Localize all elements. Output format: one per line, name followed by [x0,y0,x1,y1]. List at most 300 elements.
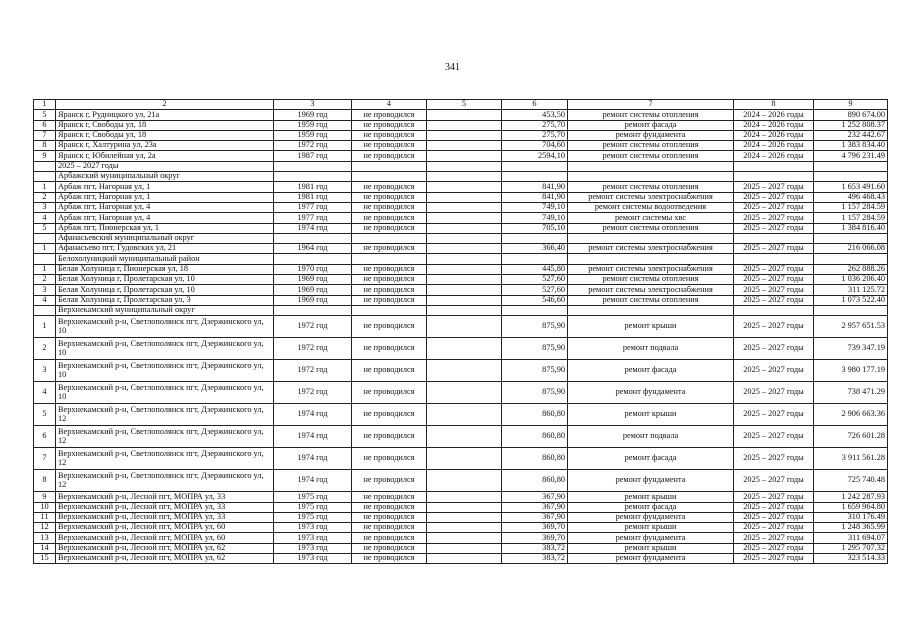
year-built-cell: 1970 год [274,264,352,274]
work-type-cell: ремонт фасада [568,502,734,512]
last-repair-cell: не проводился [352,502,427,512]
row-index-cell: 3 [34,202,56,212]
section-empty-cell [814,233,888,243]
row-index-cell: 5 [34,223,56,233]
work-type-cell: ремонт фундамента [568,130,734,140]
row-index-cell: 10 [34,502,56,512]
column-5-cell [427,554,502,564]
row-index-cell: 4 [34,295,56,305]
table-row [34,512,888,522]
table-row [34,275,888,285]
table-row [34,492,888,502]
section-empty-cell [734,172,814,182]
area-cell: 453,50 [502,110,568,120]
repair-register-table [33,99,888,564]
address-cell: Верхнекамский р-н, Лесной пгт, МОПРА ул, 33 [56,512,274,522]
period-cell: 2025 – 2027 годы [734,426,814,448]
work-type-cell: ремонт крыши [568,543,734,553]
area-cell: 367,90 [502,492,568,502]
column-5-cell [427,492,502,502]
area-cell: 366,40 [502,244,568,254]
area-cell: 875,90 [502,338,568,360]
area-cell: 275,70 [502,130,568,140]
area-cell: 749,10 [502,202,568,212]
work-type-cell: ремонт фундамента [568,470,734,492]
column-5-cell [427,295,502,305]
table-row [34,223,888,233]
row-index-cell: 2 [34,275,56,285]
work-type-cell: ремонт фундамента [568,533,734,543]
year-built-cell: 1981 год [274,182,352,192]
row-index-cell: 12 [34,523,56,533]
section-empty-cell [814,254,888,264]
section-empty-cell [568,172,734,182]
work-type-cell: ремонт фундамента [568,382,734,404]
address-cell: Арбаж пгт, Нагорная ул, 1 [56,182,274,192]
area-cell: 546,60 [502,295,568,305]
section-empty-cell [427,161,502,171]
year-built-cell: 1975 год [274,502,352,512]
area-cell: 527,60 [502,285,568,295]
table-row [34,130,888,140]
address-cell: Афанасьево пгт, Гудовских ул, 21 [56,244,274,254]
period-cell: 2025 – 2027 годы [734,543,814,553]
address-cell: Арбаж пгт, Нагорная ул, 4 [56,202,274,212]
last-repair-cell: не проводился [352,533,427,543]
area-cell: 369,70 [502,533,568,543]
section-row [34,172,888,182]
column-5-cell [427,448,502,470]
row-index-cell: 4 [34,382,56,404]
section-empty-cell [274,161,352,171]
cost-cell: 232 442.67 [814,130,888,140]
work-type-cell: ремонт системы отопления [568,141,734,151]
last-repair-cell: не проводился [352,213,427,223]
column-5-cell [427,223,502,233]
section-empty-cell [502,233,568,243]
table-row [34,285,888,295]
last-repair-cell: не проводился [352,130,427,140]
period-cell: 2024 – 2026 годы [734,141,814,151]
period-cell: 2025 – 2027 годы [734,404,814,426]
row-index-cell: 7 [34,130,56,140]
last-repair-cell: не проводился [352,338,427,360]
section-index-cell [34,161,56,171]
year-built-cell: 1974 год [274,223,352,233]
cost-cell: 1 383 834.40 [814,141,888,151]
section-index-cell [34,233,56,243]
address-cell: Верхнекамский р-н, Светлополянск пгт, Дзержинского ул, 12 [56,404,274,426]
column-number-header: 6 [502,100,568,110]
row-index-cell: 3 [34,285,56,295]
period-cell: 2025 – 2027 годы [734,512,814,522]
column-5-cell [427,130,502,140]
area-cell: 383,72 [502,543,568,553]
section-empty-cell [568,305,734,315]
last-repair-cell: не проводился [352,264,427,274]
cost-cell: 323 514.33 [814,554,888,564]
work-type-cell: ремонт крыши [568,404,734,426]
cost-cell: 1 659 964.80 [814,502,888,512]
row-index-cell: 8 [34,470,56,492]
address-cell: Белая Холуница г, Пионерская ул, 18 [56,264,274,274]
last-repair-cell: не проводился [352,316,427,338]
last-repair-cell: не проводился [352,382,427,404]
period-cell: 2025 – 2027 годы [734,316,814,338]
work-type-cell: ремонт системы электроснабжения [568,244,734,254]
table-row [34,554,888,564]
column-5-cell [427,120,502,130]
section-empty-cell [427,254,502,264]
cost-cell: 3 980 177.19 [814,360,888,382]
section-title: Афанасьевский муниципальный округ [56,233,274,243]
cost-cell: 1 252 808.37 [814,120,888,130]
table-row [34,470,888,492]
last-repair-cell: не проводился [352,192,427,202]
period-cell: 2024 – 2026 годы [734,151,814,161]
work-type-cell: ремонт подвала [568,338,734,360]
address-cell: Верхнекамский р-н, Лесной пгт, МОПРА ул, 60 [56,523,274,533]
work-type-cell: ремонт системы отопления [568,182,734,192]
area-cell: 875,90 [502,382,568,404]
section-title: Верхнекамский муниципальный округ [56,305,274,315]
year-built-cell: 1975 год [274,512,352,522]
address-cell: Белая Холуница г, Пролетарская ул, 10 [56,275,274,285]
section-empty-cell [274,305,352,315]
area-cell: 875,90 [502,360,568,382]
year-built-cell: 1977 год [274,213,352,223]
period-cell: 2025 – 2027 годы [734,502,814,512]
row-index-cell: 7 [34,448,56,470]
column-number-header: 8 [734,100,814,110]
table-row [34,110,888,120]
column-5-cell [427,502,502,512]
table-row [34,426,888,448]
table-row [34,404,888,426]
last-repair-cell: не проводился [352,554,427,564]
period-cell: 2025 – 2027 годы [734,223,814,233]
table-row [34,523,888,533]
last-repair-cell: не проводился [352,202,427,212]
section-empty-cell [274,233,352,243]
period-cell: 2025 – 2027 годы [734,202,814,212]
last-repair-cell: не проводился [352,110,427,120]
address-cell: Верхнекамский р-н, Лесной пгт, МОПРА ул, 62 [56,554,274,564]
column-5-cell [427,533,502,543]
table-row [34,360,888,382]
cost-cell: 2 906 663.36 [814,404,888,426]
section-empty-cell [568,161,734,171]
address-cell: Верхнекамский р-н, Светлополянск пгт, Дзержинского ул, 10 [56,338,274,360]
cost-cell: 726 601.28 [814,426,888,448]
year-built-cell: 1977 год [274,202,352,212]
column-5-cell [427,182,502,192]
last-repair-cell: не проводился [352,275,427,285]
section-empty-cell [502,254,568,264]
address-cell: Верхнекамский р-н, Светлополянск пгт, Дзержинского ул, 10 [56,382,274,404]
column-number-header: 2 [56,100,274,110]
cost-cell: 739 347.19 [814,338,888,360]
section-empty-cell [502,172,568,182]
column-5-cell [427,426,502,448]
last-repair-cell: не проводился [352,223,427,233]
table-row [34,502,888,512]
year-built-cell: 1972 год [274,316,352,338]
column-5-cell [427,470,502,492]
cost-cell: 1 157 284.59 [814,213,888,223]
section-empty-cell [274,254,352,264]
work-type-cell: ремонт крыши [568,316,734,338]
section-empty-cell [734,233,814,243]
last-repair-cell: не проводился [352,120,427,130]
section-empty-cell [352,233,427,243]
section-row [34,254,888,264]
work-type-cell: ремонт системы отопления [568,275,734,285]
table-row [34,151,888,161]
column-5-cell [427,523,502,533]
work-type-cell: ремонт системы водоотведения [568,202,734,212]
year-built-cell: 1969 год [274,275,352,285]
section-title: Белохолуницкий муниципальный район [56,254,274,264]
address-cell: Яранск г, Рудницкого ул, 21а [56,110,274,120]
year-built-cell: 1972 год [274,360,352,382]
row-index-cell: 6 [34,120,56,130]
area-cell: 704,60 [502,141,568,151]
row-index-cell: 14 [34,543,56,553]
table-row [34,244,888,254]
last-repair-cell: не проводился [352,182,427,192]
year-built-cell: 1974 год [274,448,352,470]
row-index-cell: 5 [34,110,56,120]
year-built-cell: 1973 год [274,543,352,553]
year-built-cell: 1959 год [274,130,352,140]
year-built-cell: 1972 год [274,141,352,151]
row-index-cell: 8 [34,141,56,151]
table-row [34,141,888,151]
work-type-cell: ремонт системы электроснабжения [568,192,734,202]
column-5-cell [427,285,502,295]
address-cell: Белая Холуница г, Пролетарская ул, 3 [56,295,274,305]
work-type-cell: ремонт фундамента [568,554,734,564]
column-5-cell [427,192,502,202]
area-cell: 749,10 [502,213,568,223]
year-built-cell: 1975 год [274,492,352,502]
period-cell: 2025 – 2027 годы [734,338,814,360]
cost-cell: 1 653 491.60 [814,182,888,192]
section-empty-cell [568,254,734,264]
work-type-cell: ремонт системы электроснабжения [568,285,734,295]
year-built-cell: 1969 год [274,285,352,295]
table-row [34,338,888,360]
address-cell: Яранск г, Свободы ул, 18 [56,130,274,140]
cost-cell: 310 176.49 [814,512,888,522]
area-cell: 841,90 [502,192,568,202]
table-row [34,316,888,338]
section-empty-cell [734,254,814,264]
column-5-cell [427,316,502,338]
address-cell: Верхнекамский р-н, Лесной пгт, МОПРА ул, 33 [56,492,274,502]
section-empty-cell [427,305,502,315]
row-index-cell: 11 [34,512,56,522]
table-row [34,202,888,212]
section-empty-cell [502,305,568,315]
section-row [34,161,888,171]
period-cell: 2025 – 2027 годы [734,492,814,502]
column-number-header: 1 [34,100,56,110]
section-row [34,305,888,315]
last-repair-cell: не проводился [352,523,427,533]
table-row [34,213,888,223]
cost-cell: 3 911 561.28 [814,448,888,470]
last-repair-cell: не проводился [352,285,427,295]
year-built-cell: 1973 год [274,554,352,564]
address-cell: Верхнекамский р-н, Светлополянск пгт, Дзержинского ул, 10 [56,316,274,338]
column-5-cell [427,404,502,426]
period-cell: 2025 – 2027 годы [734,264,814,274]
cost-cell: 1 295 707.32 [814,543,888,553]
cost-cell: 262 888.26 [814,264,888,274]
row-index-cell: 13 [34,533,56,543]
area-cell: 367,90 [502,502,568,512]
area-cell: 275,70 [502,120,568,130]
column-5-cell [427,543,502,553]
year-built-cell: 1964 год [274,244,352,254]
row-index-cell: 1 [34,316,56,338]
address-cell: Верхнекамский р-н, Светлополянск пгт, Дзержинского ул, 12 [56,470,274,492]
table-row [34,295,888,305]
last-repair-cell: не проводился [352,151,427,161]
header-row [34,100,888,110]
last-repair-cell: не проводился [352,295,427,305]
row-index-cell: 5 [34,404,56,426]
last-repair-cell: не проводился [352,426,427,448]
row-index-cell: 1 [34,244,56,254]
row-index-cell: 15 [34,554,56,564]
section-empty-cell [814,161,888,171]
year-built-cell: 1959 год [274,120,352,130]
column-5-cell [427,338,502,360]
column-number-header: 5 [427,100,502,110]
section-empty-cell [274,172,352,182]
section-empty-cell [568,233,734,243]
work-type-cell: ремонт системы отопления [568,110,734,120]
section-empty-cell [352,161,427,171]
area-cell: 445,80 [502,264,568,274]
address-cell: Верхнекамский р-н, Лесной пгт, МОПРА ул, 33 [56,502,274,512]
section-title: Арбажский муниципальный округ [56,172,274,182]
area-cell: 875,90 [502,316,568,338]
cost-cell: 2 957 651.53 [814,316,888,338]
column-5-cell [427,264,502,274]
row-index-cell: 6 [34,426,56,448]
period-cell: 2025 – 2027 годы [734,192,814,202]
area-cell: 527,60 [502,275,568,285]
table-row [34,382,888,404]
work-type-cell: ремонт фасада [568,360,734,382]
section-empty-cell [502,161,568,171]
cost-cell: 890 674.00 [814,110,888,120]
cost-cell: 311 125.72 [814,285,888,295]
period-cell: 2025 – 2027 годы [734,244,814,254]
last-repair-cell: не проводился [352,244,427,254]
address-cell: Верхнекамский р-н, Лесной пгт, МОПРА ул, 60 [56,533,274,543]
table-row [34,120,888,130]
cost-cell: 738 471.29 [814,382,888,404]
section-index-cell [34,254,56,264]
period-cell: 2025 – 2027 годы [734,360,814,382]
table-row [34,543,888,553]
cost-cell: 496 468.43 [814,192,888,202]
period-cell: 2025 – 2027 годы [734,182,814,192]
last-repair-cell: не проводился [352,404,427,426]
column-number-header: 7 [568,100,734,110]
row-index-cell: 4 [34,213,56,223]
work-type-cell: ремонт системы электроснабжения [568,264,734,274]
work-type-cell: ремонт фундамента [568,512,734,522]
table-row [34,182,888,192]
page-number: 341 [445,62,460,73]
address-cell: Белая Холуница г, Пролетарская ул, 10 [56,285,274,295]
cost-cell: 1 157 284.59 [814,202,888,212]
row-index-cell: 2 [34,192,56,202]
address-cell: Верхнекамский р-н, Светлополянск пгт, Дзержинского ул, 12 [56,426,274,448]
area-cell: 367,90 [502,512,568,522]
work-type-cell: ремонт крыши [568,523,734,533]
area-cell: 860,80 [502,426,568,448]
column-5-cell [427,110,502,120]
column-number-header: 4 [352,100,427,110]
table-row [34,264,888,274]
address-cell: Арбаж пгт, Нагорная ул, 4 [56,213,274,223]
address-cell: Верхнекамский р-н, Светлополянск пгт, Дзержинского ул, 12 [56,448,274,470]
cost-cell: 216 066.08 [814,244,888,254]
column-5-cell [427,512,502,522]
section-empty-cell [352,172,427,182]
column-5-cell [427,151,502,161]
period-cell: 2024 – 2026 годы [734,120,814,130]
year-built-cell: 1969 год [274,110,352,120]
cost-cell: 1 036 206.40 [814,275,888,285]
period-cell: 2024 – 2026 годы [734,110,814,120]
address-cell: Яранск г, Юбилейная ул, 2а [56,151,274,161]
cost-cell: 4 796 231.49 [814,151,888,161]
work-type-cell: ремонт фасада [568,120,734,130]
work-type-cell: ремонт крыши [568,492,734,502]
section-index-cell [34,172,56,182]
period-cell: 2025 – 2027 годы [734,295,814,305]
column-5-cell [427,275,502,285]
work-type-cell: ремонт подвала [568,426,734,448]
work-type-cell: ремонт системы отопления [568,151,734,161]
period-cell: 2025 – 2027 годы [734,213,814,223]
section-empty-cell [734,305,814,315]
cost-cell: 1 073 522.40 [814,295,888,305]
cost-cell: 1 242 287.93 [814,492,888,502]
section-empty-cell [814,172,888,182]
table-row [34,192,888,202]
row-index-cell: 1 [34,264,56,274]
section-empty-cell [427,172,502,182]
last-repair-cell: не проводился [352,512,427,522]
area-cell: 860,80 [502,404,568,426]
column-5-cell [427,382,502,404]
work-type-cell: ремонт фасада [568,448,734,470]
year-built-cell: 1981 год [274,192,352,202]
column-5-cell [427,360,502,382]
last-repair-cell: не проводился [352,543,427,553]
cost-cell: 1 384 816.40 [814,223,888,233]
address-cell: Яранск г, Свободы ул, 18 [56,120,274,130]
